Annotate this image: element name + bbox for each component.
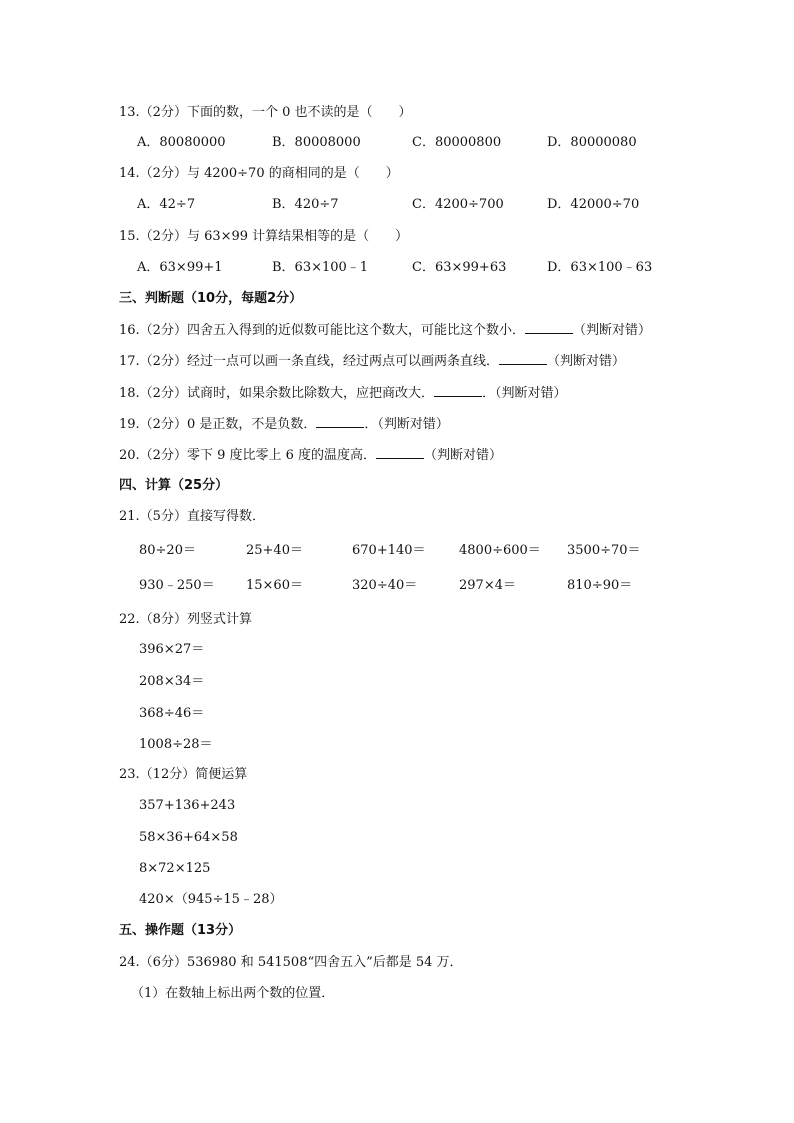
q21-item: 810÷90＝ <box>567 578 633 593</box>
q24-sub-1: （1）在数轴上标出两个数的位置． <box>131 986 335 1001</box>
q17-answer-blank[interactable] <box>499 352 547 365</box>
q23-item: 58×36+64×58 <box>139 830 238 845</box>
q19 <box>119 415 449 434</box>
q15-option-c: C．63×99+63 <box>412 260 507 275</box>
q14-option-d: D．42000÷70 <box>547 197 640 212</box>
q19-answer-blank[interactable] <box>316 415 364 428</box>
q20-text: 20.（2分）零下 9 度比零上 6 度的温度高． <box>119 448 377 463</box>
q21-item: 320÷40＝ <box>352 578 418 593</box>
q13-option-a: A．80080000 <box>137 135 226 150</box>
q23-item: 357+136+243 <box>139 798 236 813</box>
q17-suffix: （判断对错） <box>546 354 625 369</box>
q23-item: 420×（945÷15﹣28） <box>139 892 283 907</box>
q20 <box>119 446 502 465</box>
q15-stem: 15.（2分）与 63×99 计算结果相等的是（ ） <box>119 229 409 244</box>
q14-option-a: A．42÷7 <box>137 197 196 212</box>
q19-suffix: ．（判断对错） <box>364 417 449 432</box>
q16 <box>119 321 651 340</box>
q18-text: 18.（2分）试商时，如果余数比除数大，应把商改大． <box>119 386 434 401</box>
q15-option-b: B．63×100﹣1 <box>272 260 369 275</box>
q16-text: 16.（2分）四舍五入得到的近似数可能比这个数大，可能比这个数小． <box>119 323 525 338</box>
q15-option-d: D．63×100﹣63 <box>547 260 653 275</box>
q19-text: 19.（2分）0 是正数，不是负数． <box>119 417 317 432</box>
section-4-title: 四、计算（25分） <box>119 478 229 493</box>
q22-item: 1008÷28＝ <box>139 737 213 752</box>
q24-stem: 24.（6分）536980 和 541508“四舍五入”后都是 54 万． <box>119 955 463 970</box>
q21-item: 3500÷70＝ <box>567 543 641 558</box>
q20-answer-blank[interactable] <box>376 446 424 459</box>
q21-item: 670+140＝ <box>352 543 426 558</box>
q21-item: 930﹣250＝ <box>139 578 215 593</box>
q13-stem: 13.（2分）下面的数，一个 0 也不读的是（ ） <box>119 105 412 120</box>
q22-item: 396×27＝ <box>139 642 205 657</box>
q18-answer-blank[interactable] <box>434 384 482 397</box>
q22-item: 208×34＝ <box>139 674 205 689</box>
q21-item: 4800÷600＝ <box>459 543 541 558</box>
q13-option-d: D．80000080 <box>547 135 637 150</box>
q16-answer-blank[interactable] <box>525 321 573 334</box>
section-5-title: 五、操作题（13分） <box>119 923 242 938</box>
q18 <box>119 384 566 403</box>
q22-stem: 22.（8分）列竖式计算 <box>119 612 252 627</box>
q21-item: 25+40＝ <box>246 543 303 558</box>
q14-option-c: C．4200÷700 <box>412 197 504 212</box>
q16-suffix: （判断对错） <box>572 323 651 338</box>
q17-text: 17.（2分）经过一点可以画一条直线，经过两点可以画两条直线． <box>119 354 499 369</box>
section-3-title: 三、判断题（10分，每题2分） <box>119 291 303 306</box>
q21-stem: 21.（5分）直接写得数． <box>119 509 265 524</box>
q23-item: 8×72×125 <box>139 861 211 876</box>
q17 <box>119 352 625 371</box>
q21-item: 80÷20＝ <box>139 543 196 558</box>
q20-suffix: （判断对错） <box>424 448 503 463</box>
q18-suffix: ．（判断对错） <box>481 386 567 401</box>
q21-item: 297×4＝ <box>459 578 516 593</box>
q21-item: 15×60＝ <box>246 578 303 593</box>
q14-option-b: B．420÷7 <box>272 197 339 212</box>
q14-stem: 14.（2分）与 4200÷70 的商相同的是（ ） <box>119 166 399 181</box>
q13-option-b: B．80008000 <box>272 135 361 150</box>
q22-item: 368÷46＝ <box>139 706 205 721</box>
q15-option-a: A．63×99+1 <box>137 260 223 275</box>
q23-stem: 23.（12分）简便运算 <box>119 767 248 782</box>
q13-option-c: C．80000800 <box>412 135 502 150</box>
